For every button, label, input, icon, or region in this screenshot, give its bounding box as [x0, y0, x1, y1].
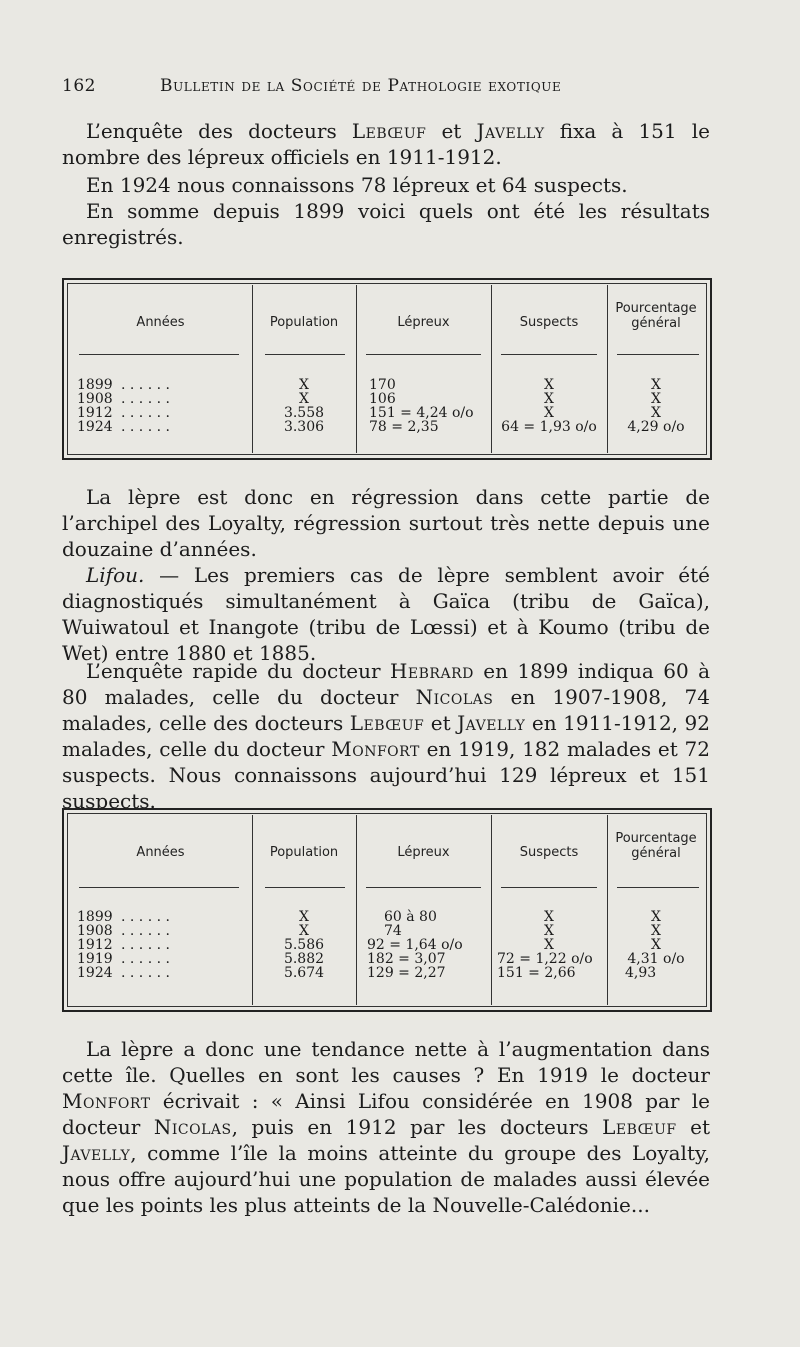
table-1-header-annees: Années	[136, 315, 185, 330]
intro-paragraph-3: En somme depuis 1899 voici quels ont été les résultats enregistrés.	[62, 199, 710, 249]
middle-paragraph-1: La lèpre est donc en régression dans cette partie de l’archipel des Loyalty, régression surtout très nette depuis une douzaine d’années.	[62, 485, 710, 561]
running-title: Bulletin de la Société de Pathologie exotique	[160, 76, 562, 96]
table-1-header-population: Population	[269, 315, 339, 330]
middle-paragraph-3: L’enquête rapide du docteur Hebrard en 1899 indiqua 60 à 80 malades, celle du docteur Nicolas en 1907-1908, 74 malades, celle des docteurs Lebœuf et Javelly en 1911-1912, 92 malades, celle du docteur Monfort en 1919, 182 malades et 72 suspects. Nous connaissons aujourd’hui 129 lépreux et 151 suspects.	[62, 659, 711, 813]
table-1-header-suspects: Suspects	[519, 315, 579, 330]
table-2-header-annees: Années	[136, 845, 185, 860]
table-1-header-pourcentage: Pourcentage général	[615, 301, 697, 331]
table-2-header-pourcentage: Pourcentage général	[615, 831, 697, 861]
lifou-paragraph: Lifou. — Les premiers cas de lèpre semblent avoir été diagnostiqués simultanément à Gaïca (tribu de Gaïca), Wuiwatoul et Inangote (tribu de Lœssi) et à Koumo (tribu de Wet) entre 1880 et 1885.	[62, 563, 710, 665]
table-2-header-lepreux: Lépreux	[397, 845, 450, 860]
table-2: Années Population Lépreux Suspects Pourcentage général 1899 . . . . . . X 60 à 80 X X 1908 . . . . . . X 74 X X 1912 . . . . . . 5.586 92 = 1,64 o/o X X 1919 . . . . . . 5.882 182 = 3,07 72 = 1,22 o/o 4,31 o/o 1924 . . . . . . 5.674 129 = 2,27 151 = 2,66 4,93	[62, 808, 712, 1012]
page-number: 162	[62, 76, 96, 96]
lifou-label: Lifou.	[86, 563, 145, 587]
table-2-header-population: Population	[269, 845, 339, 860]
page-header	[62, 76, 742, 102]
table-2-header-suspects: Suspects	[519, 845, 579, 860]
intro-paragraph-2: En 1924 nous connaissons 78 lépreux et 64 suspects.	[86, 173, 628, 197]
intro-paragraph-1: L’enquête des docteurs Lebœuf et Javelly fixa à 151 le nombre des lépreux officiels en 1911-1912.	[62, 119, 710, 169]
table-1-header-lepreux: Lépreux	[397, 315, 450, 330]
table-1: Années Population Lépreux Suspects Pourcentage général 1899 . . . . . . X 170 X X 1908 . . . . . . X 106 X X 1912 . . . . . . 3.558 151 = 4,24 o/o X X 1924 . . . . . . 3.306 78 = 2,35 64 = 1,93 o/o 4,29 o/o	[62, 278, 712, 460]
closing-paragraph: La lèpre a donc une tendance nette à l’augmentation dans cette île. Quelles en sont les causes ? En 1919 le docteur Monfort écrivait : « Ainsi Lifou considérée en 1908 par le docteur Nicolas, puis en 1912 par les docteurs Lebœuf et Javelly, comme l’île la moins atteinte du groupe des Loyalty, nous offre aujourd’hui une population de malades aussi élevée que les points les plus atteints de la Nouvelle-Calédonie...	[62, 1037, 711, 1217]
